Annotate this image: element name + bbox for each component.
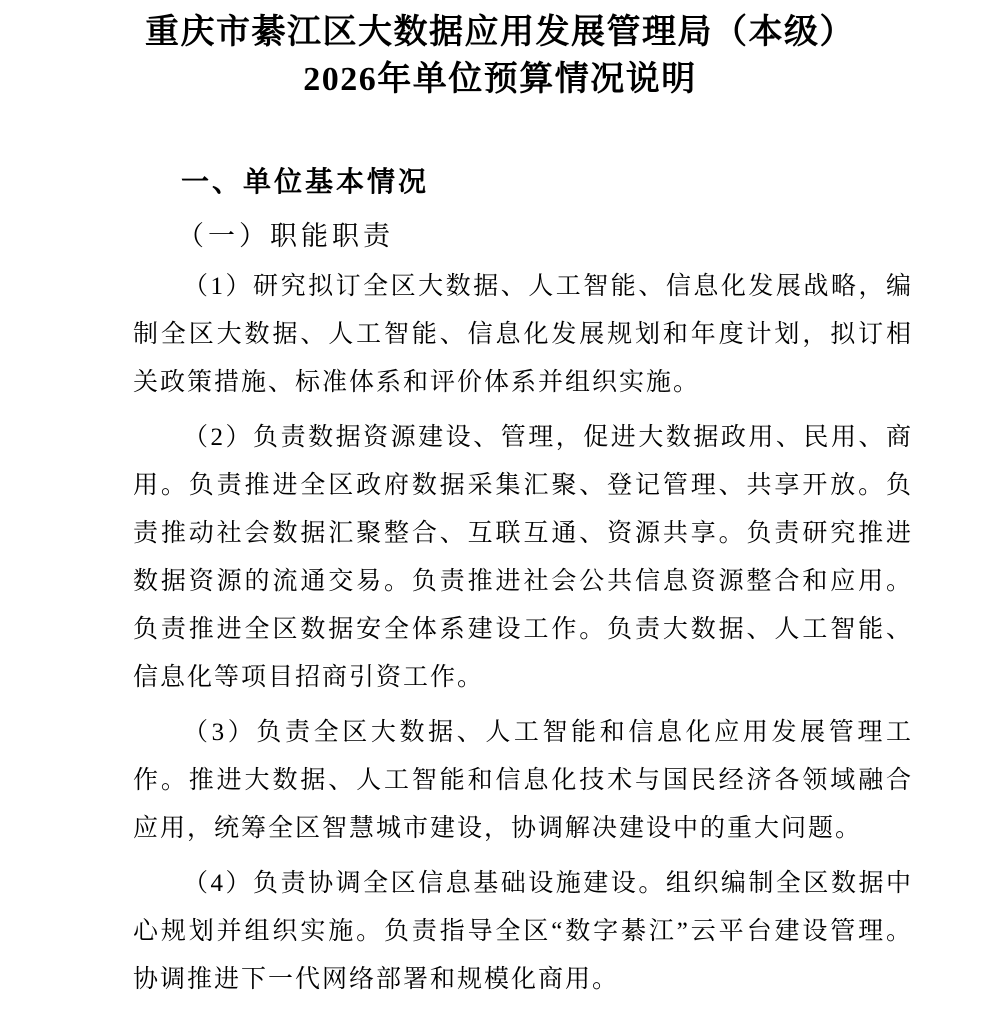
document-title-line1: 重庆市綦江区大数据应用发展管理局（本级）: [145, 14, 855, 51]
section-heading-unit-basic-info: 一、单位基本情况: [181, 166, 430, 197]
document-title-line2: 2026年单位预算情况说明: [303, 61, 697, 98]
subsection-heading-duties: （一）职能职责: [177, 221, 394, 251]
document-title: [0, 9, 1000, 103]
duty-paragraph-2: （2）负责数据资源建设、管理，促进大数据政用、民用、商用。负责推进全区政府数据采集汇聚、登记管理、共享开放。负责推动社会数据汇聚整合、互联互通、资源共享。负责研究推进数据资源的流通交易。负责推进社会公共信息资源整合和应用。负责推进全区数据安全体系建设工作。负责大数据、人工智能、信息化等项目招商引资工作。: [133, 424, 913, 691]
duty-paragraph-4: （4）负责协调全区信息基础设施建设。组织编制全区数据中心规划并组织实施。负责指导全区“数字綦江”云平台建设管理。协调推进下一代网络部署和规模化商用。: [133, 870, 913, 993]
duty-paragraph-3: （3）负责全区大数据、人工智能和信息化应用发展管理工作。推进大数据、人工智能和信息化技术与国民经济各领域融合应用，统筹全区智慧城市建设，协调解决建设中的重大问题。: [133, 719, 913, 842]
duty-paragraph-1: （1）研究拟订全区大数据、人工智能、信息化发展战略，编制全区大数据、人工智能、信息化发展规划和年度计划，拟订相关政策措施、标准体系和评价体系并组织实施。: [133, 273, 913, 396]
